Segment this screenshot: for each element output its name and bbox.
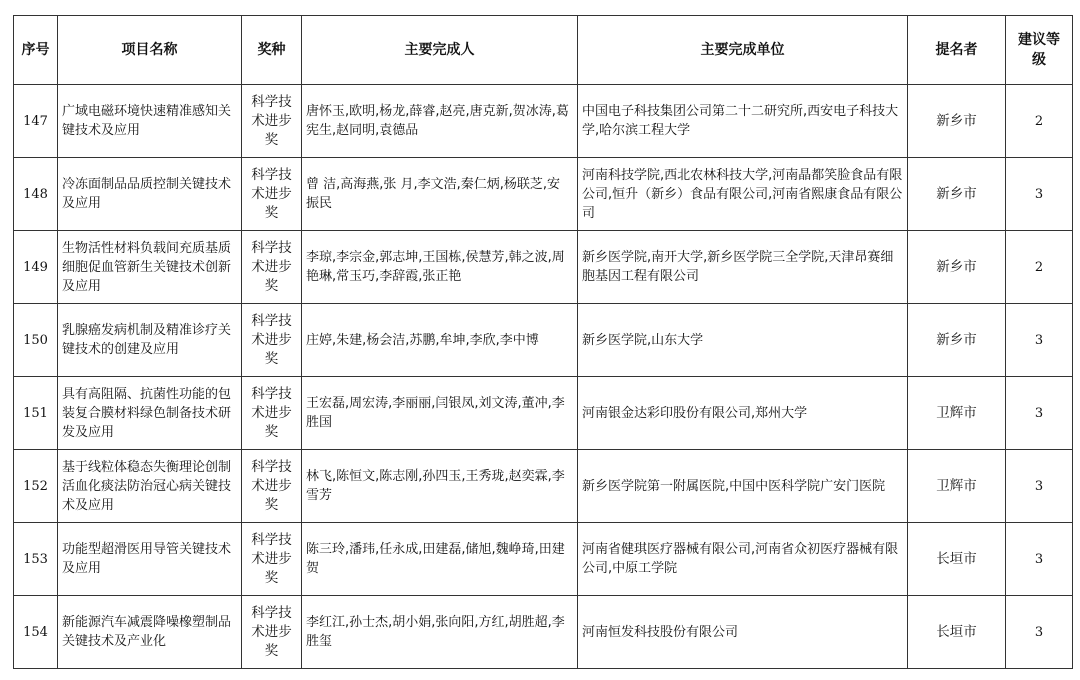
cell-level: 3 [1006, 158, 1073, 231]
table-row [14, 523, 1073, 596]
cell-nominator: 新乡市 [908, 231, 1006, 304]
cell-people: 曾 洁,高海燕,张 月,李文浩,秦仁炳,杨联芝,安振民 [302, 158, 578, 231]
header-units: 主要完成单位 [578, 16, 908, 85]
cell-project: 基于线粒体稳态失衡理论创制活血化痰法防治冠心病关键技术及应用 [58, 450, 242, 523]
table-row [14, 450, 1073, 523]
cell-nominator: 新乡市 [908, 158, 1006, 231]
cell-project: 广域电磁环境快速精准感知关键技术及应用 [58, 85, 242, 158]
cell-seq: 154 [14, 596, 58, 669]
cell-seq: 149 [14, 231, 58, 304]
cell-nominator: 新乡市 [908, 85, 1006, 158]
cell-level: 3 [1006, 523, 1073, 596]
cell-nominator: 长垣市 [908, 523, 1006, 596]
cell-award: 科学技术进步奖 [242, 231, 302, 304]
cell-units: 河南科技学院,西北农林科技大学,河南晶都笑脸食品有限公司,恒升（新乡）食品有限公司,河南省熙康食品有限公司 [578, 158, 908, 231]
cell-nominator: 长垣市 [908, 596, 1006, 669]
cell-level: 3 [1006, 596, 1073, 669]
cell-people: 李琼,李宗金,郭志坤,王国栋,侯慧芳,韩之波,周艳琳,常玉巧,李辞霞,张正艳 [302, 231, 578, 304]
cell-award: 科学技术进步奖 [242, 596, 302, 669]
table-row [14, 377, 1073, 450]
cell-units: 河南银金达彩印股份有限公司,郑州大学 [578, 377, 908, 450]
cell-project: 冷冻面制品品质控制关键技术及应用 [58, 158, 242, 231]
cell-nominator: 卫辉市 [908, 450, 1006, 523]
cell-units: 河南省健琪医疗器械有限公司,河南省众初医疗器械有限公司,中原工学院 [578, 523, 908, 596]
cell-units: 中国电子科技集团公司第二十二研究所,西安电子科技大学,哈尔滨工程大学 [578, 85, 908, 158]
cell-level: 3 [1006, 377, 1073, 450]
table-row [14, 596, 1073, 669]
header-nominator: 提名者 [908, 16, 1006, 85]
cell-units: 新乡医学院第一附属医院,中国中医科学院广安门医院 [578, 450, 908, 523]
cell-units: 新乡医学院,山东大学 [578, 304, 908, 377]
cell-people: 王宏磊,周宏涛,李丽丽,闫银凤,刘文涛,董冲,李胜国 [302, 377, 578, 450]
cell-people: 林飞,陈恒文,陈志刚,孙四玉,王秀珑,赵奕霖,李雪芳 [302, 450, 578, 523]
cell-people: 陈三玲,潘玮,任永成,田建磊,储旭,魏峥琦,田建贺 [302, 523, 578, 596]
cell-nominator: 新乡市 [908, 304, 1006, 377]
cell-seq: 153 [14, 523, 58, 596]
cell-level: 2 [1006, 231, 1073, 304]
cell-seq: 151 [14, 377, 58, 450]
cell-project: 具有高阻隔、抗菌性功能的包装复合膜材料绿色制备技术研发及应用 [58, 377, 242, 450]
cell-project: 乳腺癌发病机制及精准诊疗关键技术的创建及应用 [58, 304, 242, 377]
cell-level: 3 [1006, 450, 1073, 523]
cell-award: 科学技术进步奖 [242, 523, 302, 596]
header-project: 项目名称 [58, 16, 242, 85]
cell-award: 科学技术进步奖 [242, 304, 302, 377]
cell-award: 科学技术进步奖 [242, 85, 302, 158]
cell-level: 2 [1006, 85, 1073, 158]
header-row [14, 16, 1073, 85]
header-award: 奖种 [242, 16, 302, 85]
table-row [14, 304, 1073, 377]
cell-level: 3 [1006, 304, 1073, 377]
table-row [14, 85, 1073, 158]
cell-award: 科学技术进步奖 [242, 158, 302, 231]
cell-seq: 152 [14, 450, 58, 523]
table-row [14, 231, 1073, 304]
cell-nominator: 卫辉市 [908, 377, 1006, 450]
cell-people: 庄婷,朱建,杨会洁,苏鹏,牟坤,李欣,李中博 [302, 304, 578, 377]
award-table [13, 15, 1073, 669]
cell-units: 新乡医学院,南开大学,新乡医学院三全学院,天津昂赛细胞基因工程有限公司 [578, 231, 908, 304]
cell-people: 唐怀玉,欧明,杨龙,薛睿,赵亮,唐克新,贺冰涛,葛宪生,赵同明,袁德品 [302, 85, 578, 158]
header-seq: 序号 [14, 16, 58, 85]
cell-project: 生物活性材料负载间充质基质细胞促血管新生关键技术创新及应用 [58, 231, 242, 304]
cell-seq: 150 [14, 304, 58, 377]
cell-project: 功能型超滑医用导管关键技术及应用 [58, 523, 242, 596]
cell-award: 科学技术进步奖 [242, 450, 302, 523]
cell-units: 河南恒发科技股份有限公司 [578, 596, 908, 669]
cell-seq: 148 [14, 158, 58, 231]
table-row [14, 158, 1073, 231]
cell-award: 科学技术进步奖 [242, 377, 302, 450]
cell-people: 李红江,孙士杰,胡小娟,张向阳,方红,胡胜超,李胜玺 [302, 596, 578, 669]
header-people: 主要完成人 [302, 16, 578, 85]
cell-seq: 147 [14, 85, 58, 158]
header-level: 建议等级 [1006, 16, 1073, 85]
cell-project: 新能源汽车减震降噪橡塑制品关键技术及产业化 [58, 596, 242, 669]
